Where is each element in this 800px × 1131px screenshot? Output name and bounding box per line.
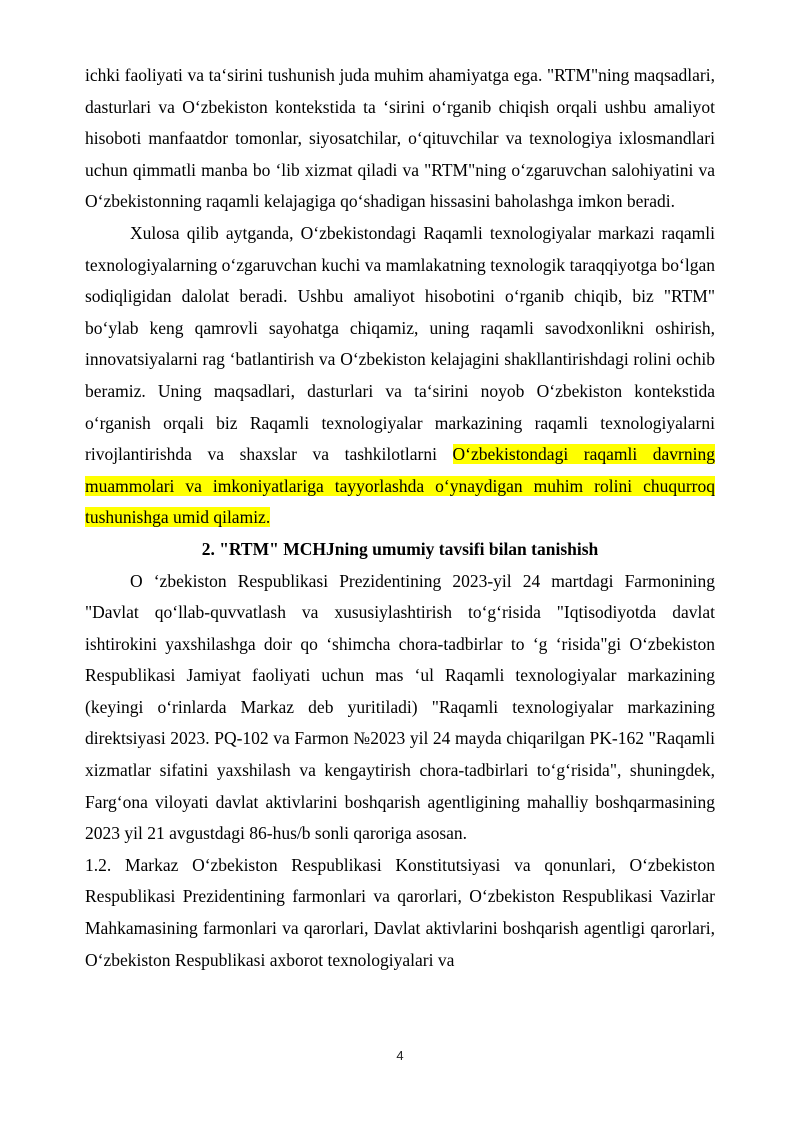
page-body bbox=[85, 60, 715, 976]
page-number: 4 bbox=[396, 1048, 404, 1063]
paragraph-decree-basis: O ‘zbekiston Respublikasi Prezidentining 2023-yil 24 martdagi Farmonining "Davlat qo‘llab-quvvatlash va xususiylashtirish to‘g‘risida "Iqtisodiyotda davlat ishtirokini yaxshilashga doir qo ‘shimcha chora-tadbirlar to ‘g ‘risida"gi O‘zbekiston Respublikasi Jamiyat faoliyati uchun mas ‘ul Raqamli texnologiyalar markazining (keyingi o‘rinlarda Markaz deb yuritiladi) "Raqamli texnologiyalar markazining direktsiyasi 2023. PQ-102 va Farmon №2023 yil 24 mayda chiqarilgan PK-162 "Raqamli xizmatlar sifatini yaxshilash va kengaytirish chora-tadbirlari to‘g‘risida", shuningdek, Farg‘ona viloyati davlat aktivlarini boshqarish agentligining mahalliy boshqarmasining 2023 yil 21 avgustdagi 86-hus/b sonli qaroriga asosan. bbox=[85, 570, 715, 844]
paragraph-conclusion bbox=[85, 218, 715, 534]
paragraph-intro-continuation: ichki faoliyati va ta‘sirini tushunish juda muhim ahamiyatga ega. "RTM"ning maqsadlari, dasturlari va O‘zbekiston kontekstida ta ‘sirini o‘rganib chiqish orqali ushbu amaliyot hisoboti manfaatdor tomonlar, siyosatchilar, o‘qituvchilar va texnologiya ixlosmandlari uchun qimmatli manba bo ‘lib xizmat qiladi va "RTM"ning o‘zgaruvchan salohiyatini va O‘zbekistonning raqamli kelajagiga qo‘shadigan hissasini baholashga imkon beradi. bbox=[85, 65, 715, 212]
conclusion-text: Xulosa qilib aytganda, O‘zbekistondagi Raqamli texnologiyalar markazi raqamli texnologiyalarning o‘zgaruvchan kuchi va mamlakatning texnologik taraqqiyotga bo‘lgan sodiqligidan dalolat beradi. Ushbu amaliyot hisobotini o‘rganib chiqib, biz "RTM" bo‘ylab keng qamrovli sayohatga chiqamiz, uning raqamli savodxonlikni oshirish, innovatsiyalarni rag ‘batlantirish va O‘zbekiston kelajagini shakllantirishdagi rolini ochib beramiz. Uning maqsadlari, dasturlari va ta‘sirini noyob O‘zbekiston kontekstida o‘rganish orqali biz Raqamli texnologiyalar markazining raqamli texnologiyalarni rivojlantirishda va shaxslar va tashkilotlarni bbox=[85, 222, 715, 465]
paragraph-1-2: 1.2. Markaz O‘zbekiston Respublikasi Konstitutsiyasi va qonunlari, O‘zbekiston Respublikasi Prezidentining farmonlari va qarorlari, O‘zbekiston Respublikasi Vazirlar Mahkamasining farmonlari va qarorlari, Davlat aktivlarini boshqarish agentligi qarorlari, O‘zbekiston Respublikasi axborot texnologiyalari va bbox=[85, 854, 715, 970]
section-heading: 2. "RTM" MCHJning umumiy tavsifi bilan tanishish bbox=[201, 538, 599, 559]
highlighted-text: O‘zbekistondagi raqamli davrning muammolari va imkoniyatlariga tayyorlashda o‘ynaydigan muhim rolini chuqurroq tushunishga umid qilamiz. bbox=[85, 444, 715, 528]
